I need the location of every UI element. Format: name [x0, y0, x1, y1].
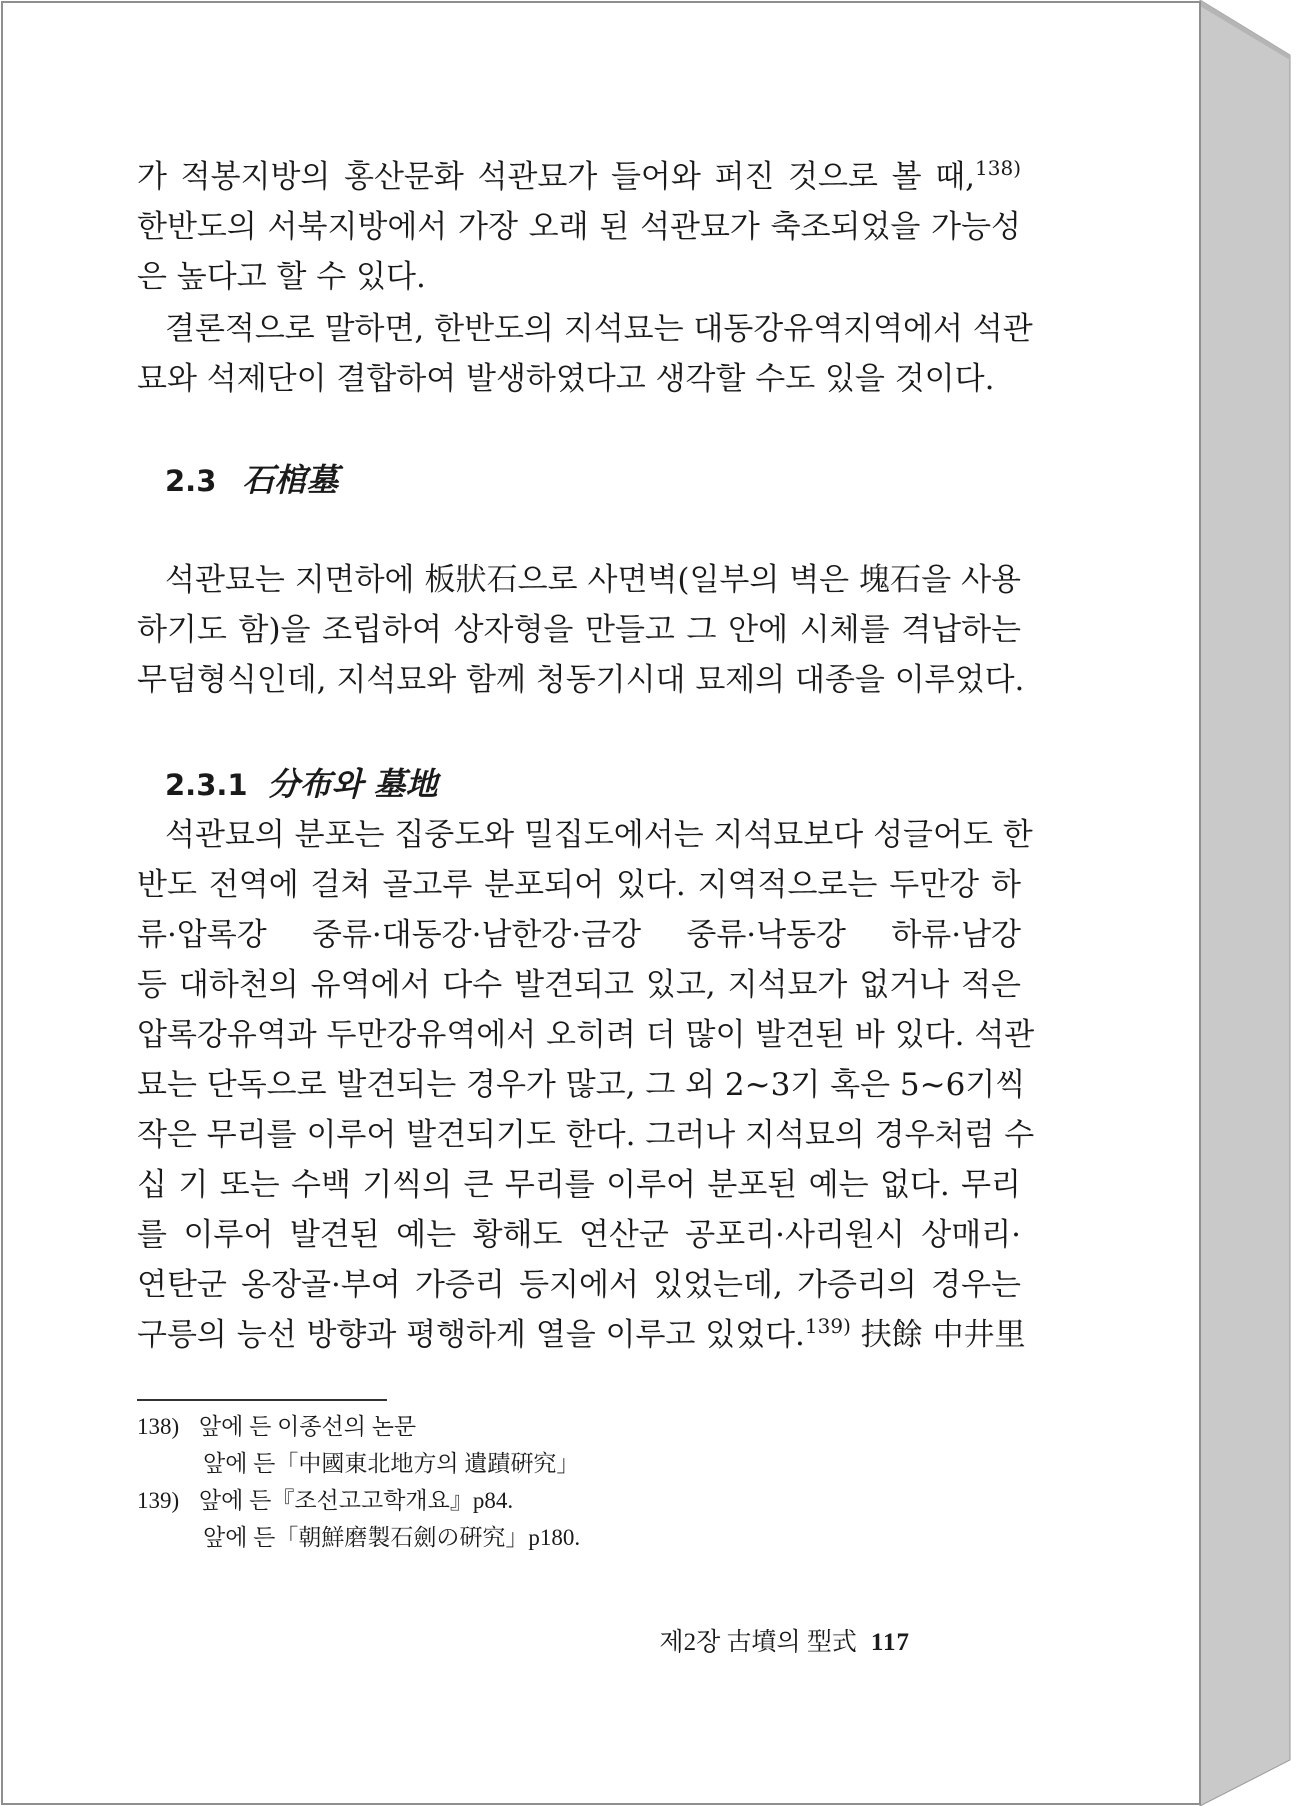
- body-line: 무덤형식인데, 지석묘와 함께 청동기시대 묘제의 대종을 이루었다.: [137, 662, 1025, 698]
- body-line: 묘와 석제단이 결합하여 발생하였다고 생각할 수도 있을 것이다.: [137, 361, 995, 397]
- footnote-text: 앞에 든「朝鮮磨製石劍の硏究」p180.: [203, 1525, 581, 1550]
- running-head: 제2장 古墳의 型式: [659, 1629, 857, 1656]
- body-line: 등 대하천의 유역에서 다수 발견되고 있고, 지석묘가 없거나 적은: [137, 967, 1021, 1003]
- body-line: 결론적으로 말하면, 한반도의 지석묘는 대동강유역지역에서 석관: [165, 311, 1033, 347]
- body-line: 작은 무리를 이루어 발견되기도 한다. 그러나 지석묘의 경우처럼 수: [137, 1117, 1035, 1153]
- subsection-title: 分布와 墓地: [267, 765, 438, 803]
- body-line: 구릉의 능선 방향과 평행하게 열을 이루고 있었다.$^{139)}$ 扶餘 中井里: [137, 1314, 1026, 1353]
- section-title: 石棺墓: [242, 461, 339, 499]
- page-number: 117: [870, 1629, 910, 1656]
- section-number: 2.3: [165, 464, 217, 498]
- body-line: 석관묘의 분포는 집중도와 밀집도에서는 지석묘보다 성글어도 한: [165, 817, 1033, 853]
- body-line: 연탄군 옹장골·부여 가증리 등지에서 있었는데, 가증리의 경우는: [137, 1267, 1021, 1303]
- footnote-ref-139[interactable]: 139): [804, 1314, 851, 1338]
- page-footer: [659, 1625, 910, 1661]
- body-line: 류·압록강 중류·대동강·남한강·금강 중류·낙동강 하류·남강: [137, 917, 1021, 953]
- subsection-heading: [165, 762, 438, 807]
- body-line: 묘는 단독으로 발견되는 경우가 많고, 그 외 2~3기 혹은 5~6기씩: [137, 1067, 1026, 1103]
- body-line: 를 이루어 발견된 예는 황해도 연산군 공포리·사리원시 상매리·: [137, 1217, 1021, 1253]
- footnote-text: 앞에 든「中國東北地方의 遺蹟硏究」: [203, 1451, 580, 1476]
- body-line: 은 높다고 할 수 있다.: [137, 259, 426, 295]
- body-line: 압록강유역과 두만강유역에서 오히려 더 많이 발견된 바 있다. 석관: [137, 1017, 1035, 1053]
- body-line: 한반도의 서북지방에서 가장 오래 된 석관묘가 축조되었을 가능성: [137, 209, 1021, 245]
- footnote-138: [137, 1410, 416, 1444]
- body-line: 하기도 함)을 조립하여 상자형을 만들고 그 안에 시체를 격납하는: [137, 612, 1021, 648]
- body-line: 십 기 또는 수백 기씩의 큰 무리를 이루어 분포된 예는 없다. 무리: [137, 1167, 1021, 1203]
- body-line: 가 적봉지방의 홍산문화 석관묘가 들어와 퍼진 것으로 볼 때,$^{138)}$: [137, 156, 1021, 195]
- footnote-divider: [137, 1399, 387, 1401]
- body-line: 석관묘는 지면하에 板狀石으로 사면벽(일부의 벽은 塊石을 사용: [165, 562, 1021, 598]
- footnote-ref-138[interactable]: 138): [975, 156, 1021, 180]
- footnote-139: [137, 1484, 513, 1518]
- body-line: 반도 전역에 걸쳐 골고루 분포되어 있다. 지역적으로는 두만강 하: [137, 867, 1021, 903]
- footnote-text: 앞에 든『조선고고학개요』p84.: [198, 1488, 514, 1513]
- footnote-mark: 139): [137, 1488, 180, 1513]
- subsection-number: 2.3.1: [165, 768, 248, 802]
- section-heading: [165, 458, 338, 503]
- footnote-text: 앞에 든 이종선의 논문: [198, 1414, 417, 1439]
- footnote-mark: 138): [137, 1414, 180, 1439]
